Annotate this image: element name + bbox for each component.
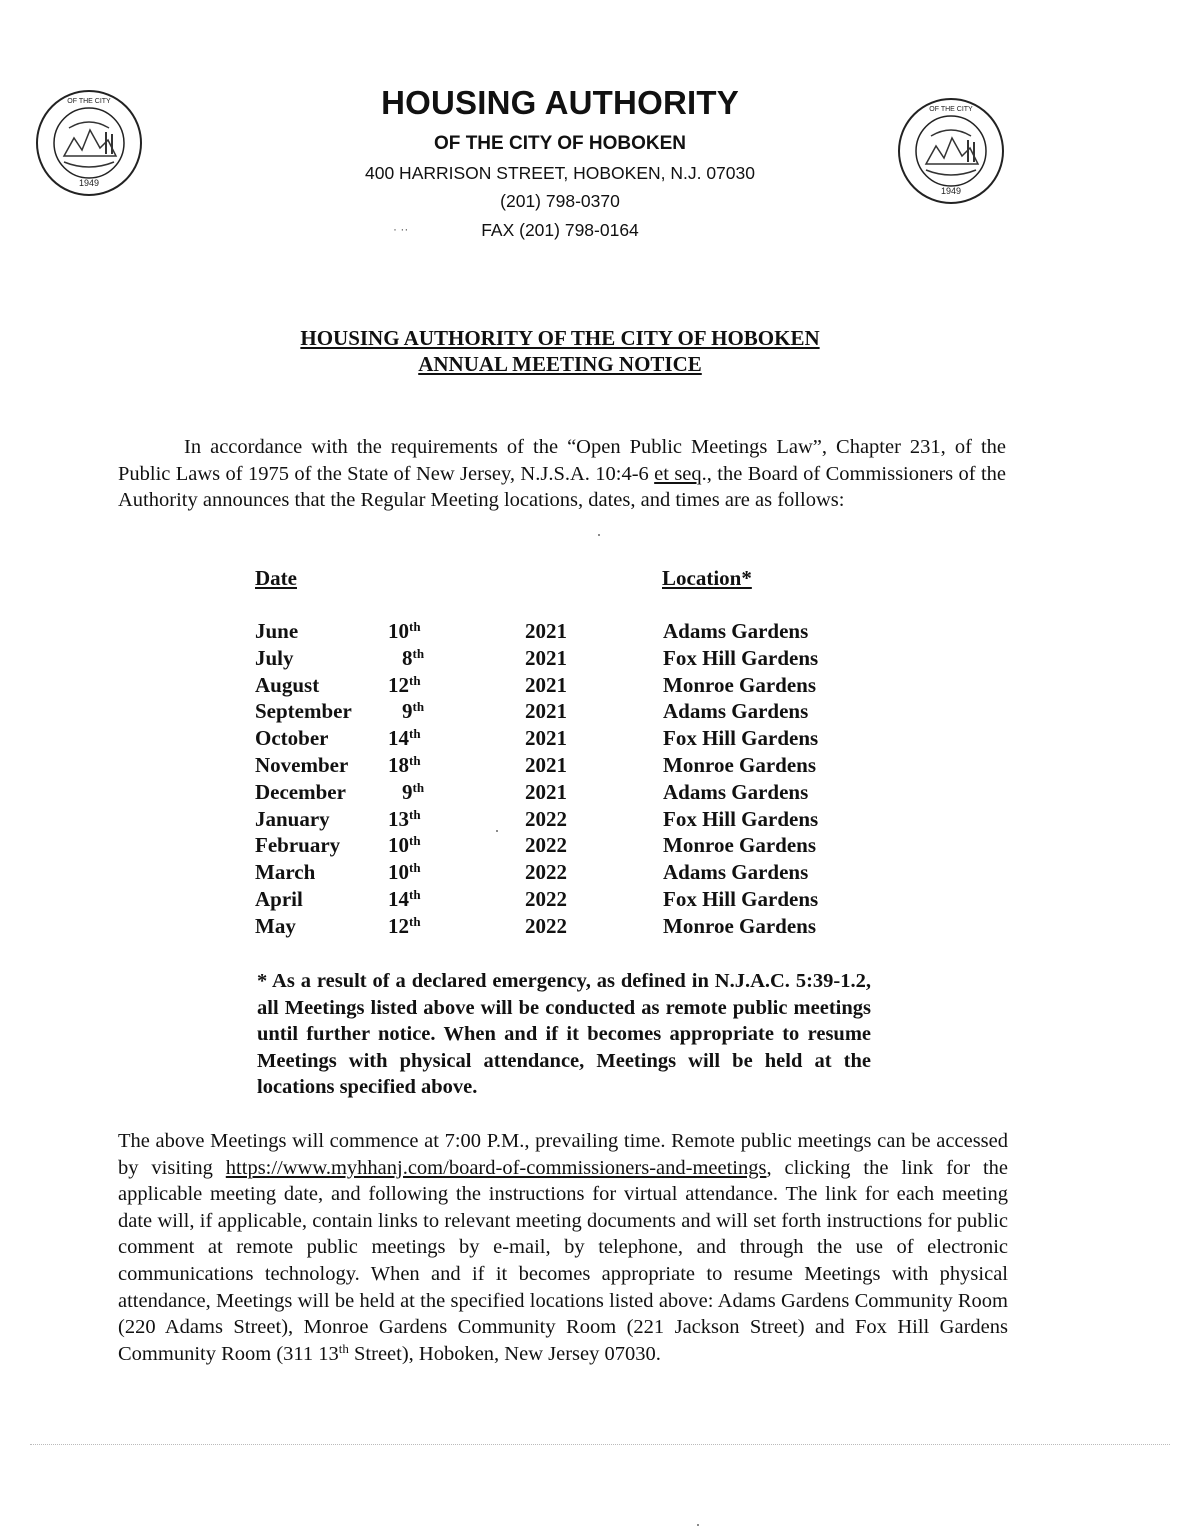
closing-text-middle: , clicking the link for the applicable meeting date, and following the instructions for virtual attendance. The link for each meeting date will, if applicable, contain links to relevant meeting documents and will set forth instructions for public comment at remote public meetings by e-mail, by telephone, and through the use of electronic communications technology. When and if it becomes appropriate to resume Meetings with physical attendance, Meetings will be held at the specified locations listed above: Adams Gardens Community Room (220 Adams Street), Monroe Gardens Community Room (221 Jackson Street) and Fox Hill Gardens Community Room (311 13: [118, 1156, 1008, 1365]
svg-text:1949: 1949: [940, 186, 962, 196]
row-location: Monroe Gardens: [663, 833, 817, 858]
notice-subtitle: ANNUAL MEETING NOTICE: [418, 352, 702, 376]
row-month: October: [255, 726, 329, 751]
closing-text-end: Street), Hoboken, New Jersey 07030.: [348, 1342, 661, 1365]
row-day: 9th: [402, 779, 425, 804]
row-day: 14th: [388, 886, 421, 911]
row-location: Adams Gardens: [663, 860, 809, 885]
closing-superscript: th: [338, 1340, 349, 1356]
row-year: 2021: [525, 619, 567, 643]
organization-name: HOUSING AUTHORITY: [381, 84, 739, 121]
row-location: Adams Gardens: [663, 779, 809, 804]
row-month: January: [255, 806, 330, 831]
row-day: 12th: [388, 913, 421, 938]
row-location: Adams Gardens: [663, 619, 809, 643]
row-year: 2021: [525, 645, 567, 670]
schedule-row: [255, 619, 895, 646]
scan-speck: [496, 830, 498, 832]
row-year: 2021: [525, 726, 567, 751]
row-month: August: [255, 672, 320, 697]
emergency-note: * As a result of a declared emergency, as defined in N.J.A.C. 5:39-1.2, all Meetings listed above will be conducted as remote public meetings until further notice. When and if it becomes appropriate to resume Meetings with physical attendance, Meetings will be held at the locations specified above.: [257, 970, 871, 1099]
row-year: 2022: [525, 886, 567, 911]
row-year: 2021: [525, 779, 567, 804]
svg-text:OF THE CITY: OF THE CITY: [67, 98, 111, 105]
row-location: Fox Hill Gardens: [663, 645, 819, 670]
scan-speck: [697, 1524, 699, 1526]
row-location: Fox Hill Gardens: [663, 726, 819, 751]
row-day: 10th: [388, 833, 421, 858]
row-year: 2021: [525, 672, 567, 697]
notice-title: HOUSING AUTHORITY OF THE CITY OF HOBOKEN: [300, 326, 820, 350]
row-location: Fox Hill Gardens: [663, 806, 819, 831]
schedule-row: [255, 807, 895, 834]
schedule-row: [255, 860, 895, 887]
row-year: 2022: [525, 913, 567, 938]
schedule-row: [255, 673, 895, 700]
scan-artifact-line: [30, 1444, 1170, 1445]
schedule-row: [255, 699, 895, 726]
schedule-row: [255, 833, 895, 860]
row-day: 10th: [388, 860, 421, 885]
schedule-row: [255, 780, 895, 807]
schedule-row: [255, 753, 895, 780]
organization-address: 400 HARRISON STREET, HOBOKEN, N.J. 07030: [365, 163, 755, 183]
scan-mark: · ··: [393, 222, 409, 236]
organization-phone: (201) 798-0370: [500, 191, 620, 211]
row-location: Fox Hill Gardens: [663, 886, 819, 911]
organization-subtitle: OF THE CITY OF HOBOKEN: [434, 133, 686, 154]
svg-text:1949: 1949: [78, 178, 100, 188]
row-month: February: [255, 833, 341, 858]
location-column-header: Location*: [662, 566, 752, 590]
intro-text-end: ., the Board of Commissioners of the Authority announces that the Regular Meeting locations, dates, and times are as follows:: [118, 462, 1007, 512]
row-month: March: [255, 860, 316, 885]
organization-fax: FAX (201) 798-0164: [481, 220, 639, 240]
row-location: Adams Gardens: [663, 699, 809, 724]
row-day: 18th: [388, 752, 421, 777]
row-year: 2022: [525, 860, 567, 885]
scan-speck: [598, 534, 600, 536]
row-day: 9th: [402, 699, 425, 724]
row-location: Monroe Gardens: [663, 752, 817, 777]
row-year: 2021: [525, 699, 567, 724]
row-year: 2021: [525, 752, 567, 777]
closing-paragraph: [118, 1128, 1008, 1367]
row-day: 10th: [388, 619, 421, 643]
schedule-row: [255, 887, 895, 914]
row-month: April: [255, 886, 303, 911]
intro-paragraph: [118, 434, 1006, 514]
row-day: 13th: [388, 806, 421, 831]
intro-text-start: In accordance with the requirements of the “Open Public Meetings Law”, Chapter 231, of the Public Laws of 1975 of the State of New Jersey, N.J.S.A. 10:4-6: [118, 436, 1006, 485]
row-month: November: [255, 752, 349, 777]
schedule-row: [255, 726, 895, 753]
svg-text:OF THE CITY: OF THE CITY: [929, 106, 973, 113]
row-year: 2022: [525, 833, 567, 858]
row-year: 2022: [525, 806, 567, 831]
housing-authority-seal-right: [896, 96, 1006, 206]
row-month: June: [255, 619, 299, 643]
closing-text-start: The above Meetings will commence at 7:00 P.M., prevailing time. Remote public meetings can be accessed by visiting: [118, 1130, 1008, 1179]
row-day: 12th: [388, 672, 421, 697]
row-month: December: [255, 779, 346, 804]
row-month: July: [255, 645, 294, 670]
row-month: September: [255, 699, 352, 724]
housing-authority-seal-left: [34, 88, 144, 198]
row-day: 8th: [402, 645, 425, 670]
row-month: May: [255, 913, 296, 938]
meeting-schedule: [255, 619, 895, 941]
meetings-link[interactable]: https://www.myhhanj.com/board-of-commissioners-and-meetings: [225, 1156, 767, 1179]
row-day: 14th: [388, 726, 421, 751]
row-location: Monroe Gardens: [663, 672, 817, 697]
schedule-row: [255, 914, 895, 941]
schedule-row: [255, 646, 895, 673]
intro-et-seq: et seq: [654, 462, 702, 485]
row-location: Monroe Gardens: [663, 913, 817, 938]
date-column-header: Date: [255, 566, 297, 590]
